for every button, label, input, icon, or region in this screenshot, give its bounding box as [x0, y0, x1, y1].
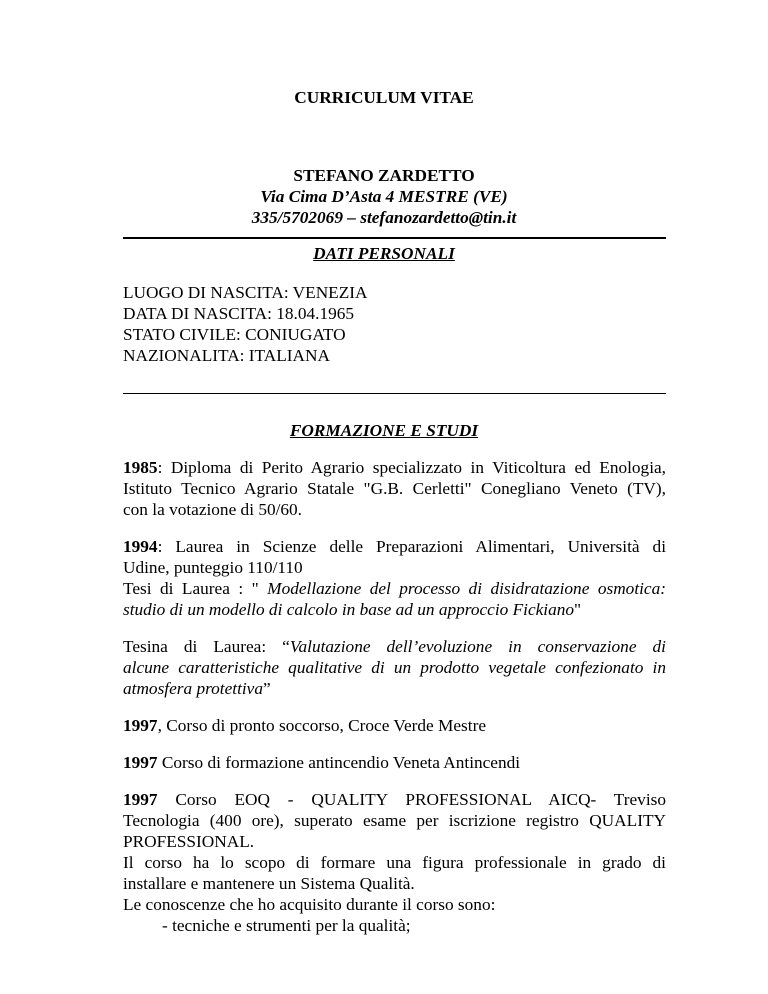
tesina-suffix: ”: [263, 679, 271, 698]
edu-1997-eoq-line5: installare e mantenere un Sistema Qualità.: [123, 874, 415, 893]
person-contact: 335/5702069 – stefanozardetto@tin.it: [251, 208, 517, 227]
edu-1997-eoq-line1: [123, 789, 666, 810]
tesina-title-3: atmosfera protettiva: [123, 679, 263, 698]
birthplace: LUOGO DI NASCITA: VENEZIA: [123, 283, 368, 302]
edu-1997c-year: 1997: [123, 790, 158, 809]
edu-1994-year: 1994: [123, 537, 158, 556]
nationality: NAZIONALITA: ITALIANA: [123, 346, 330, 365]
thesis-title-2: studio di un modello di calcolo in base ad un approccio Fickiano: [123, 600, 575, 619]
edu-1994-line2: Udine, punteggio 110/110: [123, 558, 303, 577]
edu-1997a-year: 1997: [123, 716, 158, 735]
list-item: - tecniche e strumenti per la qualità;: [162, 916, 411, 935]
edu-1997b-year: 1997: [123, 753, 158, 772]
thesis-line2: [123, 599, 581, 620]
edu-1997-eoq-line3: PROFESSIONAL.: [123, 832, 255, 851]
edu-1985-line2: Istituto Tecnico Agrario Statale "G.B. Cerletti" Conegliano Veneto (TV),: [123, 479, 666, 498]
tesina-title-1: Valutazione dell’evoluzione in conservazione di: [289, 637, 666, 656]
tesina-prefix: Tesina di Laurea: “: [123, 637, 290, 656]
edu-1994-text: : Laurea in Scienze delle Preparazioni Alimentari, Università di: [157, 537, 666, 556]
header-divider: [123, 237, 666, 239]
edu-1997-first-aid: [123, 715, 486, 736]
tesina-line3: [123, 678, 271, 699]
thesis-line1: [123, 578, 666, 599]
person-name: STEFANO ZARDETTO: [293, 166, 475, 185]
thesis-title-1: Modellazione del processo di disidratazione osmotica:: [267, 579, 666, 598]
document-title: CURRICULUM VITAE: [294, 88, 474, 107]
birthdate: DATA DI NASCITA: 18.04.1965: [123, 304, 355, 323]
personal-heading: DATI PERSONALI: [313, 244, 455, 263]
section-divider: [123, 393, 666, 394]
tesina-line2: alcune caratteristiche qualitative di un prodotto vegetale confezionato in: [123, 658, 666, 677]
thesis-suffix: ": [574, 600, 582, 619]
edu-1997-eoq-line6: Le conoscenze che ho acquisito durante il corso sono:: [123, 895, 496, 914]
edu-1994-line1: [123, 536, 666, 557]
tesina-line1: [123, 636, 666, 657]
thesis-prefix: Tesi di Laurea : ": [123, 579, 268, 598]
civil-status: STATO CIVILE: CONIUGATO: [123, 325, 346, 344]
edu-1997b-text: Corso di formazione antincendio Veneta Antincendi: [157, 753, 521, 772]
edu-1985-line1: [123, 457, 666, 478]
edu-1997-fire: [123, 752, 520, 773]
edu-1997c-text: Corso EOQ - QUALITY PROFESSIONAL AICQ- Treviso: [157, 790, 666, 809]
education-heading: FORMAZIONE E STUDI: [289, 421, 479, 440]
edu-1997-eoq-line2: Tecnologia (400 ore), superato esame per iscrizione registro QUALITY: [123, 811, 666, 830]
edu-1997-eoq-line4: Il corso ha lo scopo di formare una figura professionale in grado di: [123, 853, 666, 872]
edu-1985-year: 1985: [123, 458, 158, 477]
edu-1997a-text: , Corso di pronto soccorso, Croce Verde Mestre: [157, 716, 486, 735]
edu-1985-text: : Diploma di Perito Agrario specializzato in Viticoltura ed Enologia,: [157, 458, 666, 477]
edu-1985-line3: con la votazione di 50/60.: [123, 500, 303, 519]
person-address: Via Cima D’Asta 4 MESTRE (VE): [260, 187, 508, 206]
